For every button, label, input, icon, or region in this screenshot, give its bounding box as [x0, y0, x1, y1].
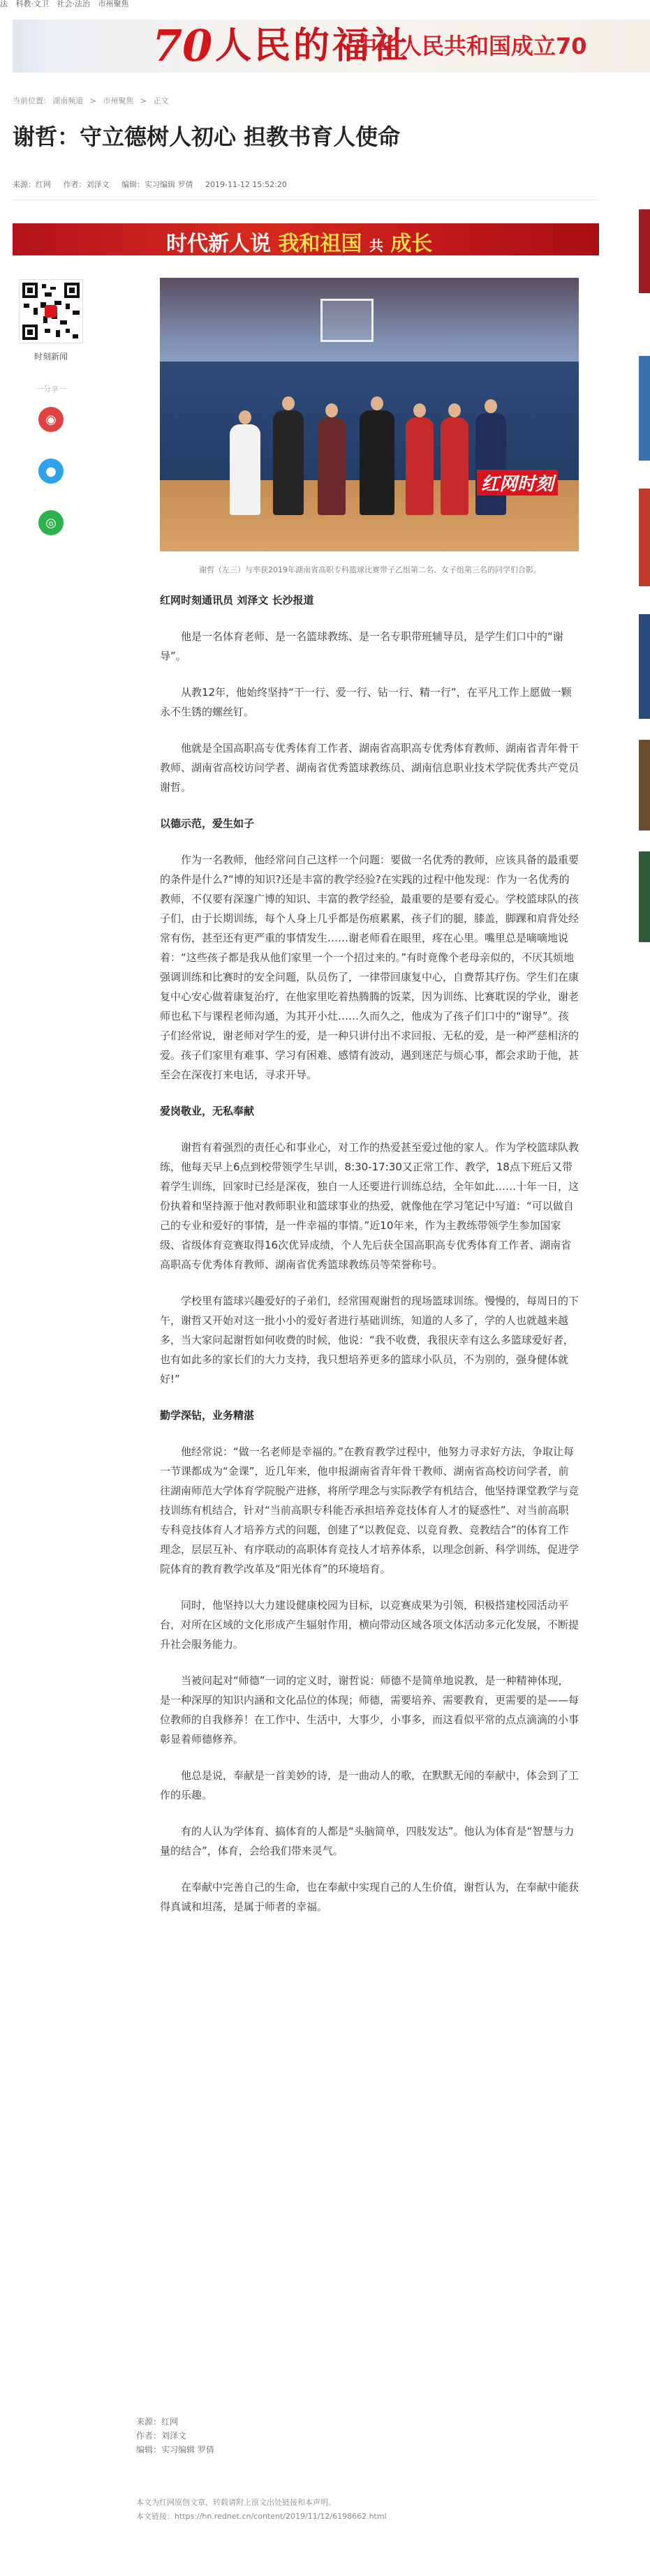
paragraph: 在奉献中完善自己的生命，也在奉献中实现自己的人生价值，谢哲认为，在奉献中能获得真诚和坦荡，是属于师者的幸福。 — [160, 1881, 579, 1913]
paragraph: 学校里有篮球兴趣爱好的子弟们，经常围观谢哲的现场篮球训练。慢慢的，每周日的下午，谢哲又开始对这一批小小的爱好者进行基础训练，知道的人多了，学的人也就越来越多，当大家问起谢哲如何收费的时候，他说：“我不收费，我很庆幸有这么多篮球爱好者，也有如此多的家长们的大力支持，我只想培养更多的篮球小队员，不为别的，强身健体就好!” — [160, 1295, 579, 1385]
special-topic-part: 成长 — [390, 232, 433, 256]
top-nav-item[interactable]: 社会·法治 — [57, 0, 90, 8]
paragraph: 他是一名体育老师、是一名篮球教练、是一名专职带班辅导员，是学生们口中的“谢导”。 — [160, 630, 563, 662]
section-heading: 勤学深钻，业务精湛 — [160, 1409, 255, 1422]
breadcrumb — [13, 95, 173, 106]
article-link[interactable]: 本文链接：https://hn.rednet.cn/content/2019/11/12/6198662.html — [136, 2512, 387, 2521]
section-heading: 爱岗敬业，无私奉献 — [160, 1105, 255, 1117]
person-figure — [318, 417, 346, 515]
sidebar-ad[interactable] — [639, 356, 650, 461]
sidebar-ad[interactable] — [639, 614, 650, 719]
banner-logo: 人民的福祉 — [215, 24, 411, 67]
banner-subtitle: 中华人民共和国成立70 — [355, 33, 587, 59]
breadcrumb-label: 当前位置: — [13, 96, 46, 105]
article-photo — [160, 278, 579, 551]
wechat-share-button[interactable] — [38, 510, 64, 535]
special-topic-part: 共 — [369, 237, 383, 254]
share-label: 一分享一 — [36, 385, 66, 394]
qq-share-button[interactable] — [38, 459, 64, 484]
meta-editor: 编辑：实习编辑 罗倩 — [121, 180, 193, 189]
article-meta — [13, 179, 297, 190]
special-topic-text — [166, 226, 432, 257]
qq-icon: ● — [45, 463, 57, 479]
footer-source: 来源：红网 — [136, 2417, 179, 2427]
basketball-hoop — [320, 299, 374, 342]
top-nav — [0, 0, 650, 10]
article-footer — [136, 2415, 214, 2457]
sidebar-ad[interactable] — [639, 740, 650, 831]
breadcrumb-sep: > — [89, 96, 96, 105]
meta-author: 作者：刘泽文 — [63, 180, 110, 189]
special-topic-part: 我和祖国 — [278, 232, 362, 256]
person-figure — [230, 424, 260, 515]
person-figure — [441, 417, 468, 515]
paragraph: 从教12年，他始终坚持“干一行、爱一行、钻一行、精一行”，在平凡工作上愿做一颗永不生锈的螺丝钉。 — [160, 686, 572, 718]
person-figure — [273, 410, 304, 515]
paragraph: 当被问起对“师德”一词的定义时，谢哲说：师德不是简单地说教，是一种精神体现，是一种深厚的知识内涵和文化品位的体现；师德，需要培养、需要教育，更需要的是——每位教师的自我修养！在工作中、生活中，大事少，小事多，而这看似平常的点点滴滴的小事彰显着师德修养。 — [160, 1674, 579, 1745]
page-title: 谢哲：守立德树人初心 担教书育人使命 — [13, 124, 401, 150]
paragraph: 他就是全国高职高专优秀体育工作者、湖南省高职高专优秀体育教师、湖南省青年骨干教师、湖南省高校访问学者、湖南省优秀篮球教练员、湖南信息职业技术学院优秀共产党员谢哲。 — [160, 742, 579, 794]
paragraph: 有的人认为学体育、搞体育的人都是“头脑简单，四肢发达”。他认为体育是“智慧与力量的结合”，体育，会给我们带来灵气。 — [160, 1825, 575, 1857]
footer-author: 作者：刘泽文 — [136, 2431, 187, 2441]
meta-date: 2019-11-12 15:52:20 — [205, 180, 287, 189]
person-figure — [360, 410, 394, 515]
wechat-icon: ◎ — [45, 515, 57, 530]
article-body — [160, 590, 579, 1933]
qr-code — [19, 279, 83, 343]
breadcrumb-link[interactable]: 湖南频道 — [52, 96, 84, 105]
footer-editor: 编辑：实习编辑 罗倩 — [136, 2445, 214, 2455]
sidebar-ad[interactable] — [639, 489, 650, 586]
left-rail — [13, 279, 89, 535]
weibo-share-button[interactable] — [38, 407, 64, 432]
paragraph: 同时，他坚持以大力建设健康校园为目标，以竞赛成果为引领，积极搭建校园活动平台，对所在区域的文化形成产生辐射作用，横向带动区域各项文体活动多元化发展，不断提升社会服务能力。 — [160, 1599, 579, 1651]
paragraph: 谢哲有着强烈的责任心和事业心，对工作的热爱甚至爱过他的家人。作为学校篮球队教练，他每天早上6点到校带领学生早训，8:30-17:30又正常工作、教学，18点下班后又带着学生训练，回家时已经是深夜，独自一人还要进行训练总结，全年如此……十年一日，这份执着和坚持源于他对教师职业和篮球事业的热爱，就像他在学习笔记中写道：“可以做自己的专业和爱好的事情，是一件幸福的事情。”近10年来，作为主教练带领学生参加国家级、省级体育竞赛取得16次优异成绩，个人先后获全国高职高专优秀体育工作者、湖南省高职高专优秀体育教师、湖南省优秀篮球教练员等荣誉称号。 — [160, 1141, 579, 1271]
top-nav-item[interactable]: 科教·文卫 — [15, 0, 49, 8]
photo-watermark: 红网时刻 — [477, 470, 558, 496]
section-heading: 以德示范，爱生如子 — [160, 817, 255, 830]
banner-fade — [13, 20, 54, 73]
qr-label: 时刻新闻 — [34, 352, 68, 362]
person-figure — [475, 413, 506, 515]
person-figure — [406, 417, 434, 515]
weibo-icon: ◉ — [45, 412, 57, 427]
banner-number: 70 — [152, 20, 213, 71]
special-topic-part: 时代新人说 — [166, 232, 271, 256]
breadcrumb-link[interactable]: 市州聚焦 — [103, 96, 134, 105]
paragraph: 他经常说：“做一名老师是幸福的。”在教育教学过程中，他努力寻求好方法，争取让每一节课都成为“金课”，近几年来，他申报湖南省青年骨干教师、湖南省高校访问学者，前往湖南师范大学体育学院脱产进修，将所学理念与实际教学有机结合，他坚持课堂教学与竞技训练有机结合，针对“当前高职专科能否承担培养竞技体育人才的疑惑性”、对当前高职专科竞技体育人才培养方式的问题，创建了“以教促竞、以竞育教、竞教结合”的体育工作理念，层层互补、有序联动的高职体育竞技人才培养体系，以理念创新、科学训练，促进学院体育的教育教学改革及“阳光体育”的环境培育。 — [160, 1445, 579, 1575]
breadcrumb-current: 正文 — [153, 96, 169, 105]
copyright-line: 本文为红网原创文章，转载请附上原文出处链接和本声明。 — [136, 2498, 336, 2507]
breadcrumb-sep: > — [140, 96, 147, 105]
paragraph: 作为一名教师，他经常问自己这样一个问题：要做一名优秀的教师，应该具备的最重要的条件是什么?“博的知识?还是丰富的教学经验?在实践的过程中他发现：作为一名优秀的教师，不仅要有深邃广博的知识、丰富的教学经验，最重要的是要有爱心。学校篮球队的孩子们，由于长期训练，每个人身上几乎都是伤痕累累，孩子们的腿，膝盖，脚踝和肩背处经常有伤，甚至还有更严重的事情发生……谢老师看在眼里，疼在心里。嘴里总是嘀嘀地说着：“这些孩子都是我从他们家里一个一个招过来的。”有时竟像个老母亲似的，不厌其烦地强调训练和比赛时的安全问题，队员伤了，一律带回康复中心，自费帮其疗伤。学生们在康复中心安心做着康复治疗，在他家里吃着热腾腾的饭菜，因为训练、比赛耽误的学业，谢老师也私下与课程老师沟通，为其开小灶……久而久之，他成为了孩子们口中的“谢导”。孩子们经常说，谢老师对学生的爱，是一种只讲付出不求回报、无私的爱，是一种严慈相济的爱。孩子们家里有难事、学习有困难、感情有波动，遇到迷茫与烦心事，都会求助于他，甚至会在深夜打来电话，寻求开导。 — [160, 854, 579, 1081]
top-nav-item[interactable]: 市州聚焦 — [98, 0, 129, 8]
copyright-note — [136, 2496, 387, 2524]
special-topic-banner[interactable] — [13, 223, 599, 255]
photo-caption: 谢哲（左三）与率获2019年湖南省高职专科篮球比赛带子乙组第二名、女子组第三名的同学们合影。 — [199, 565, 541, 574]
sidebar-ad[interactable] — [639, 209, 650, 293]
sidebar-ad[interactable] — [639, 851, 650, 942]
section-heading: 红网时刻通讯员 刘泽文 长沙报道 — [160, 594, 314, 606]
anniversary-banner[interactable] — [13, 20, 650, 73]
meta-source: 来源：红网 — [13, 180, 51, 189]
paragraph: 他总是说，奉献是一首美妙的诗，是一曲动人的歌，在默默无闻的奉献中，体会到了工作的乐趣。 — [160, 1769, 579, 1801]
top-nav-item[interactable]: 法 — [0, 0, 8, 8]
